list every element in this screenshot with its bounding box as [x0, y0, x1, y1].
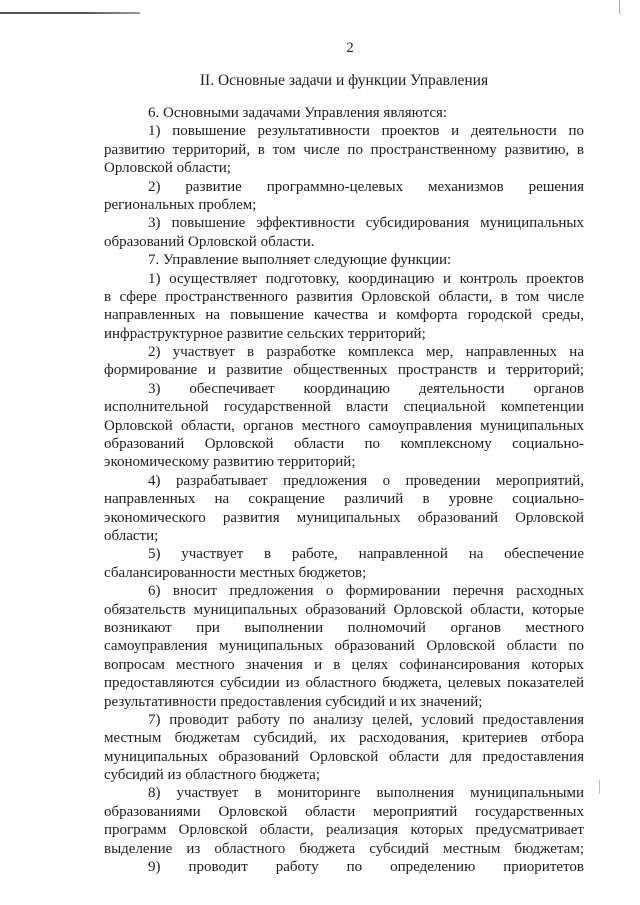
text-line: Орловской области, органов местного самоуправления муниципальных: [104, 417, 584, 434]
text-line: экономического развития муниципальных образований Орловской: [104, 509, 584, 526]
text-line: образований Орловской области.: [104, 233, 315, 250]
section-title: II. Основные задачи и функции Управления: [199, 72, 489, 89]
text-line: сбалансированности местных бюджетов;: [104, 564, 367, 581]
text-line: 6. Основными задачами Управления являются:: [148, 105, 448, 121]
scan-artifact: [599, 780, 600, 794]
scan-artifact: [619, 0, 620, 14]
text-line: 1) осуществляет подготовку, координацию и контроль проектов: [148, 270, 584, 287]
text-line: результативности предоставления субсидий и их значений;: [104, 693, 483, 710]
text-line: 5) участвует в работе, направленной на обеспечение: [148, 546, 584, 563]
text-line: формирование и развитие общественных пространств и территорий;: [104, 362, 584, 379]
scan-artifact: [0, 12, 140, 14]
text-line: 8) участвует в мониторинге выполнения муниципальными: [148, 785, 584, 802]
text-line: образований Орловской области по комплексному социально-: [104, 436, 584, 453]
text-line: субсидий из областного бюджета;: [104, 767, 320, 784]
text-line: в сфере пространственного развития Орловской области, в том числе: [104, 288, 584, 305]
text-line: 9) проводит работу по определению приоритетов: [148, 859, 584, 876]
text-line: 1) повышение результативности проектов и деятельности по: [148, 123, 584, 140]
text-line: 7) проводит работу по анализу целей, условий предоставления: [148, 711, 584, 728]
text-line: возникают при выполнении полномочий органов местного: [104, 619, 584, 636]
text-line: региональных проблем;: [104, 196, 257, 213]
text-line: 4) разрабатывает предложения о проведении мероприятий,: [148, 472, 584, 489]
text-line: экономическому развитию территорий;: [104, 454, 356, 471]
text-line: развитию территорий, в том числе по пространственному развитию, в: [104, 141, 584, 158]
text-line: области;: [104, 527, 159, 544]
text-line: 2) участвует в разработке комплекса мер, направленных на: [148, 344, 584, 361]
text-line: 2) развитие программно-целевых механизмов решения: [148, 178, 584, 195]
text-line: местным бюджетам субсидий, их расходования, критериев отбора: [104, 730, 584, 747]
text-line: самоуправления муниципальных образований Орловской области по: [104, 638, 584, 655]
text-line: образованиями Орловской области мероприятий государственных: [104, 803, 584, 820]
text-line: 7. Управление выполняет следующие функции:: [148, 252, 452, 269]
body-text: [104, 104, 584, 876]
text-line: исполнительной государственной власти специальной компетенции: [104, 399, 584, 416]
text-line: муниципальных образований Орловской области для предоставления: [104, 748, 584, 765]
text-line: инфраструктурное развитие сельских территорий;: [104, 325, 426, 342]
text-line: Орловской области;: [104, 160, 231, 177]
page-number: 2: [346, 40, 354, 56]
text-line: 6) вносит предложения о формировании перечня расходных: [148, 583, 584, 600]
text-line: направленных на сокращение различий в уровне социально-: [104, 491, 584, 508]
text-line: выделение из областного бюджета субсидий местным бюджетам;: [104, 840, 584, 857]
text-line: вопросам местного значения и в целях софинансирования которых: [104, 656, 584, 673]
text-line: 3) повышение эффективности субсидирования муниципальных: [148, 215, 584, 232]
text-line: 3) обеспечивает координацию деятельности органов: [148, 380, 584, 397]
text-line: предоставляются субсидии из областного бюджета, целевых показателей: [104, 675, 584, 692]
text-line: программ Орловской области, реализация которых предусматривает: [104, 822, 584, 839]
text-line: направленных на повышение качества и комфорта городской среды,: [104, 307, 584, 324]
text-line: обязательств муниципальных образований Орловской области, которые: [104, 601, 584, 618]
